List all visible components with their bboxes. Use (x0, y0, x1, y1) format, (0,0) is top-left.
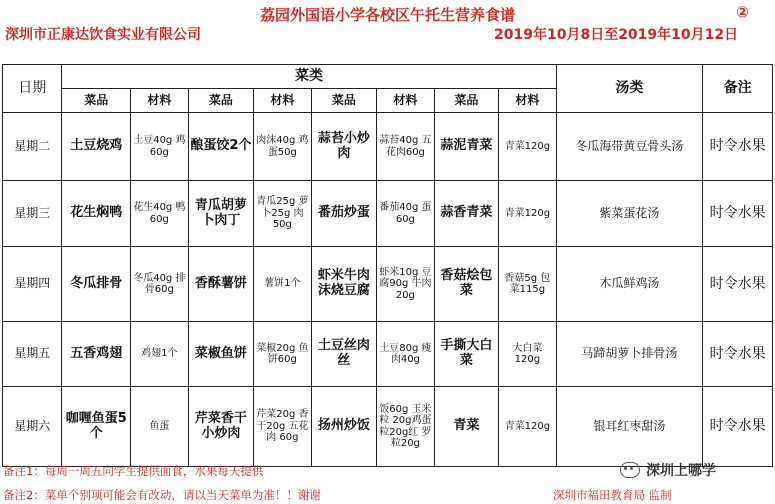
dish-name: 冬瓜排骨 (62, 247, 131, 322)
dish-material: 番茄40g 蛋60g (377, 181, 434, 247)
dish-material: 鱼蛋 (131, 387, 188, 467)
day-cell: 星期二 (3, 113, 62, 181)
subheader-material-2: 材料 (254, 89, 311, 113)
table-row (3, 387, 773, 467)
dish-name: 土豆丝肉丝 (311, 322, 377, 387)
subheader-material-3: 材料 (377, 89, 434, 113)
soup-cell: 冬瓜海带黄豆骨头汤 (556, 113, 703, 181)
subheader-material-1: 材料 (131, 89, 188, 113)
day-cell: 星期六 (3, 387, 62, 467)
note-cell: 时令水果 (703, 387, 773, 467)
footnote-1: 备注1：每周一周五向学生提供面食，水果每天提供 (3, 464, 264, 478)
page-mark: ② (736, 3, 749, 21)
dish-name: 蒜香青菜 (434, 181, 499, 247)
dish-name: 五香鸡翅 (62, 322, 131, 387)
header-date: 日期 (3, 65, 62, 113)
dish-material: 土豆40g 鸡60g (131, 113, 188, 181)
menu-title: 荔园外国语小学各校区午托生营养食谱 (259, 6, 515, 24)
dish-name: 酿蛋饺2个 (188, 113, 254, 181)
dish-material: 冬瓜40g 排骨60g (131, 247, 188, 322)
dish-name: 番茄炒蛋 (311, 181, 377, 247)
dish-material: 肉沫40g 鸡蛋50g (254, 113, 311, 181)
header-soup: 汤类 (556, 65, 703, 113)
note-cell: 时令水果 (703, 181, 773, 247)
dish-material: 青菜120g (499, 181, 556, 247)
table-row (3, 181, 773, 247)
soup-cell: 木瓜鲜鸡汤 (556, 247, 703, 322)
menu-table (2, 64, 773, 467)
dish-material: 饭60g 玉米粒 20g鸡蛋 粒20g红 罗粒20g (377, 387, 434, 467)
dish-name: 蒜泥青菜 (434, 113, 499, 181)
dish-material: 大白菜 120g (499, 322, 556, 387)
dish-name: 菜椒鱼饼 (188, 322, 254, 387)
watermark (620, 458, 716, 482)
date-range: 2019年10月8日至2019年10月12日 (494, 27, 739, 43)
subheader-dish-3: 菜品 (311, 89, 377, 113)
dish-material: 青菜120g (499, 387, 556, 467)
dish-material: 蒜苔40g 五花肉60g (377, 113, 434, 181)
supervisor-bureau: 深圳市福田教育局 监制 (553, 488, 672, 502)
dish-material: 薯饼1个 (254, 247, 311, 322)
dish-name: 虾米牛肉沫烧豆腐 (311, 247, 377, 322)
footnote-2: 备注2：菜单个别项可能会有改动，请以当天菜单为准！！谢谢 (3, 488, 321, 502)
table-row (3, 322, 773, 387)
subheader-dish-1: 菜品 (62, 89, 131, 113)
dish-name: 香菇烩包菜 (434, 247, 499, 322)
dish-material: 芹菜20g 香干20g 五花肉 60g (254, 387, 311, 467)
dish-material: 花生40g 鸭60g (131, 181, 188, 247)
table-row (3, 113, 773, 181)
subheader-material-4: 材料 (499, 89, 556, 113)
day-cell: 星期四 (3, 247, 62, 322)
note-cell: 时令水果 (703, 247, 773, 322)
dish-name: 土豆烧鸡 (62, 113, 131, 181)
dish-material: 土豆80g 瘦肉40g (377, 322, 434, 387)
dish-name: 香酥薯饼 (188, 247, 254, 322)
dish-material: 青瓜25g 萝卜25g 肉50g (254, 181, 311, 247)
dish-name: 蒜苔小炒肉 (311, 113, 377, 181)
subheader-dish-4: 菜品 (434, 89, 499, 113)
dish-name: 芹菜香干小炒肉 (188, 387, 254, 467)
dish-material: 虾米10g 豆腐90g 牛肉20g (377, 247, 434, 322)
dish-name: 扬州炒饭 (311, 387, 377, 467)
day-cell: 星期五 (3, 322, 62, 387)
dish-name: 咖喱鱼蛋5个 (62, 387, 131, 467)
header-dishes: 菜类 (62, 65, 556, 89)
soup-cell: 紫菜蛋花汤 (556, 181, 703, 247)
dish-material: 菜椒20g 鱼饼60g (254, 322, 311, 387)
subheader-dish-2: 菜品 (188, 89, 254, 113)
wechat-icon (620, 462, 640, 478)
note-cell: 时令水果 (703, 322, 773, 387)
table-row (3, 247, 773, 322)
soup-cell: 马蹄胡萝卜排骨汤 (556, 322, 703, 387)
header-note: 备注 (703, 65, 773, 113)
company-name: 深圳市正康达饮食实业有限公司 (5, 27, 201, 43)
dish-name: 手撕大白菜 (434, 322, 499, 387)
note-cell: 时令水果 (703, 113, 773, 181)
day-cell: 星期三 (3, 181, 62, 247)
dish-name: 青瓜胡萝卜肉丁 (188, 181, 254, 247)
watermark-text: 深圳上哪学 (646, 463, 716, 479)
dish-material: 香菇5g 包菜115g (499, 247, 556, 322)
dish-name: 花生焖鸭 (62, 181, 131, 247)
dish-name: 青菜 (434, 387, 499, 467)
dish-material: 鸡翅1个 (131, 322, 188, 387)
dish-material: 青菜120g (499, 113, 556, 181)
soup-cell: 银耳红枣甜汤 (556, 387, 703, 467)
